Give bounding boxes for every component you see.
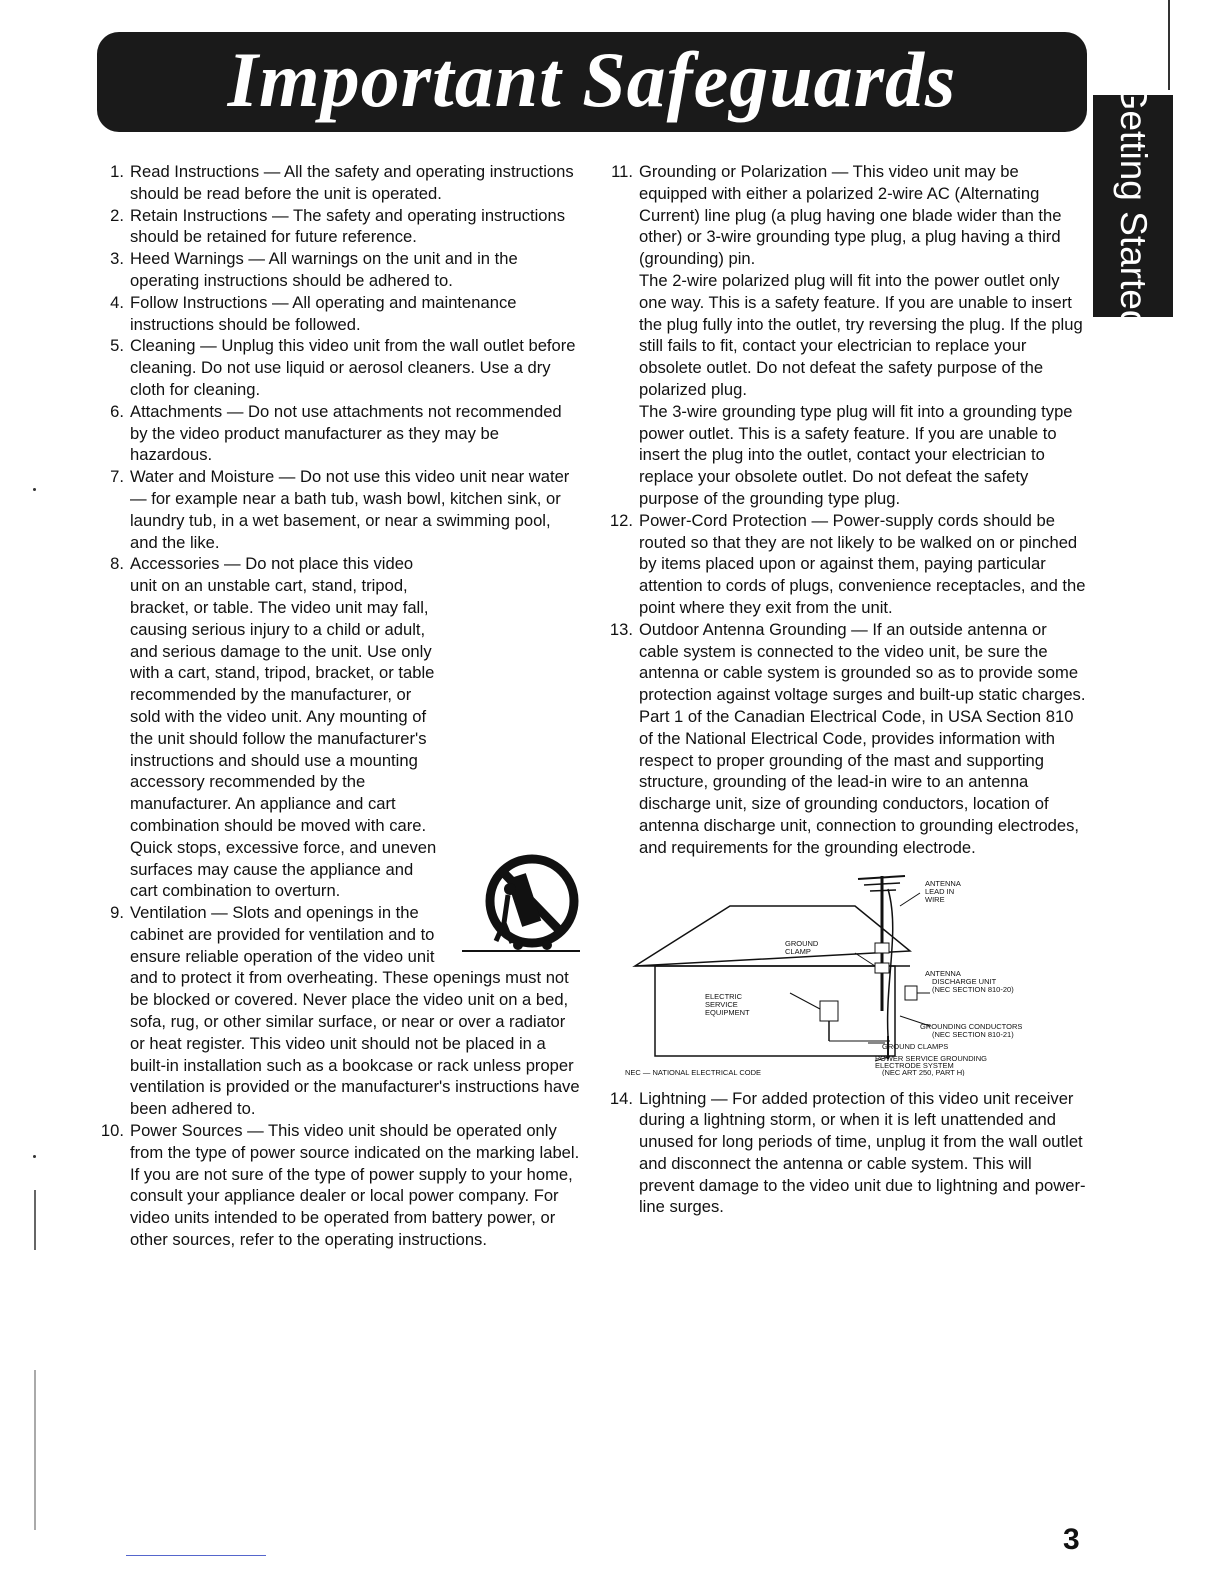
item-text: Accessories — Do not place this video unit on an unstable cart, stand, tripod, bracket, or table. The video unit may fall, causing serious injury to a child or adult, and serious damage to the unit. Use only with a cart, stand, tripod, bracket, or table recommended by the manufacturer, or sold with the video unit. Any mounting of the unit should follow the manufacturer's instructions and should use a mounting accessory recommended by the manufacturer. An appliance and cart combination should be moved with care. Quick stops, excessive force, and uneven surfaces may cause the appliance and cart combination to overturn. [130,554,437,901]
item-text: Water and Moisture — Do not use this video unit near water — for example near a bath tub, wash bowl, kitchen sink, or laundry tub, in a wet basement, or near a swimming pool, and the like. [130,467,570,552]
item-text: Ventilation — Slots and openings in the cabinet are provided for ventilation and to ensure reliable operation of the video unit and to protect it from overheating. These openings must not be blocked or covered. Never place the video unit on a bed, sofa, rug, or other similar surface, or near or over a radiator or heat register. This video unit should not be placed in a built-in installation such as a bookcase or rack unless proper ventilation is provided or the manufacturer's instructions have been adhered to. [130,903,580,1119]
item-text: Grounding or Polarization — This video unit may be equipped with either a polarized 2-wire AC (Alternating Current) line plug (a plug having one blade wider than the other) or 3-wire grounding type plug, a plug having a third (grounding) pin. [639,162,1062,269]
list-item: 11. Grounding or Polarization — This video unit may be equipped with either a polarized 2-wire AC (Alternating Current) line plug (a plug having one blade wider than the other) or 3-wire grounding type plug, a plug having a third (grounding) pin. The 2-wire polarized plug will fit into the power outlet only one way. This is a safety feature. If you are unable to insert the plug fully into the outlet, try reversing the plug. If the plug still fails to fit, contact your electrician to replace your obsolete outlet. Do not defeat the safety purpose of the polarized plug. The 3-wire grounding type plug will fit into a grounding type power outlet. This is a safety feature. If you are unable to insert the plug into the outlet, contact your electrician to replace your obsolete outlet. Do not defeat the safety purpose of the grounding type plug. [605,161,1091,510]
margin-dot [33,1155,36,1158]
page-number: 3 [1063,1523,1080,1556]
left-column [96,161,582,1251]
list-item: 7. Water and Moisture — Do not use this video unit near water — for example near a bath tub, wash bowl, kitchen sink, or laundry tub, in a wet basement, or near a swimming pool, and the like. [96,466,582,553]
list-item: 6. Attachments — Do not use attachments not recommended by the video product manufacturer as they may be hazardous. [96,401,582,466]
item-text: Lightning — For added protection of this video unit receiver during a lightning storm, or when it is left unattended and unused for long periods of time, unplug it from the wall outlet and disconnect the antenna or cable system. This will prevent damage to the video unit due to lightning and power-line surges. [639,1088,1086,1217]
margin-mark [34,1370,36,1530]
list-item: 1. Read Instructions — All the safety and operating instructions should be read before the unit is operated. [96,161,582,205]
right-column [605,161,1091,1218]
margin-mark [34,1190,36,1250]
label-ground-clamp: GROUND CLAMP [785,938,819,956]
item-text: Heed Warnings — All warnings on the unit and in the operating instructions should be adhered to. [130,249,518,290]
item-text: Attachments — Do not use attachments not recommended by the video product manufacturer as they may be hazardous. [130,401,562,465]
list-item: 4. Follow Instructions — All operating and maintenance instructions should be followed. [96,292,582,336]
item-text: The 3-wire grounding type plug will fit into a grounding type power outlet. This is a safety feature. If you are unable to insert the plug into the outlet, contact your electrician to replace your obsolete outlet. Do not defeat the safety purpose of the grounding type plug. [639,401,1073,508]
item-text: Power-Cord Protection — Power-supply cords should be routed so that they are not likely to be walked on or pinched by items placed upon or against them, paying particular attention to cords of plugs, convenience receptacles, and the point where they exit from the unit. [639,510,1086,617]
label-nec-note: NEC — NATIONAL ELECTRICAL CODE [625,1067,761,1076]
label-ground-clamps: GROUND CLAMPS [882,1041,949,1051]
label-power-service: POWER SERVICE GROUNDING ELECTRODE SYSTEM (NEC ART 250, PART H) [875,1053,987,1076]
item-text: Outdoor Antenna Grounding — If an outside antenna or cable system is connected to the video unit, be sure the antenna or cable system is grounded so as to provide some protection against voltage surges and built-up static charges. Part 1 of the Canadian Electrical Code, in USA Section 810 of the National Electrical Code, provides information with respect to proper grounding of the mast and supporting structure, grounding of the lead-in wire to an antenna discharge unit, size of grounding conductors, location of antenna discharge unit, connection to grounding electrodes, and requirements for the grounding electrode. [639,619,1086,857]
section-tab [1093,81,1173,331]
margin-mark [1168,0,1170,90]
label-discharge-unit: ANTENNA DISCHARGE UNIT (NEC SECTION 810-20) [925,968,1014,994]
list-item: 14. Lightning — For added protection of this video unit receiver during a lightning storm, or when it is left unattended and unused for long periods of time, unplug it from the wall outlet and disconnect the antenna or cable system. This will prevent damage to the video unit due to lightning and power-line surges. [605,1088,1091,1219]
margin-dot [33,488,36,491]
list-item: 8. Accessories — Do not place this video unit on an unstable cart, stand, tripod, bracket, or table. The video unit may fall, causing serious injury to a child or adult, and serious damage to the unit. Use only with a cart, stand, tripod, bracket, or table recommended by the manufacturer, or sold with the video unit. Any mounting of the unit should follow the manufacturer's instructions and should use a mounting accessory recommended by the manufacturer. An appliance and cart combination should be moved with care. Quick stops, excessive force, and uneven surfaces may cause the appliance and cart combination to overturn. [96,553,582,902]
list-item: 9. Ventilation — Slots and openings in the cabinet are provided for ventilation and to ensure reliable operation of the video unit and to protect it from overheating. These openings must not be blocked or covered. Never place the video unit on a bed, sofa, rug, or other similar surface, or near or over a radiator or heat register. This video unit should not be placed in a built-in installation such as a bookcase or rack unless proper ventilation is provided or the manufacturer's instructions have been adhered to. [96,902,582,1120]
page-title: Important Safeguards [227,36,957,123]
item-text: Cleaning — Unplug this video unit from the wall outlet before cleaning. Do not use liquid or aerosol cleaners. Use a dry cloth for cleaning. [130,336,576,399]
label-grounding-conductors: GROUNDING CONDUCTORS (NEC SECTION 810-21) [920,1021,1023,1039]
list-item: 10. Power Sources — This video unit should be operated only from the type of power source indicated on the marking label. If you are not sure of the type of power supply to your home, consult your appliance dealer or local power company. For video units intended to be operated from battery power, or other sources, refer to the operating instructions. [96,1120,582,1251]
section-tab-label: Getting Started [1113,81,1154,331]
list-item: 3. Heed Warnings — All warnings on the unit and in the operating instructions should be adhered to. [96,248,582,292]
list-item: 13. Outdoor Antenna Grounding — If an outside antenna or cable system is connected to the video unit, be sure the antenna or cable system is grounded so as to provide some protection against voltage surges and built-up static charges. Part 1 of the Canadian Electrical Code, in USA Section 810 of the National Electrical Code, provides information with respect to proper grounding of the mast and supporting structure, grounding of the lead-in wire to an antenna discharge unit, size of grounding conductors, location of antenna discharge unit, connection to grounding electrodes, and requirements for the grounding electrode. [605,619,1091,859]
list-item: 5. Cleaning — Unplug this video unit from the wall outlet before cleaning. Do not use liquid or aerosol cleaners. Use a dry cloth for cleaning. [96,335,582,400]
item-text: Retain Instructions — The safety and operating instructions should be retained for future reference. [130,205,566,247]
scan-line [126,1555,266,1556]
item-text: Read Instructions — All the safety and operating instructions should be read before the unit is operated. [130,162,574,203]
header-banner [97,32,1087,132]
label-electric-service: ELECTRIC SERVICE EQUIPMENT [705,991,750,1017]
item-text: The 2-wire polarized plug will fit into the power outlet only one way. This is a safety feature. If you are unable to insert the plug fully into the outlet, try reversing the plug. If the plug still fails to fit, contact your electrician to replace your obsolete outlet. Do not defeat the safety purpose of the polarized plug. [639,270,1083,399]
label-antenna-lead: ANTENNA LEAD IN WIRE [925,878,961,904]
list-item: 2. Retain Instructions — The safety and operating instructions should be retained for future reference. [96,205,582,249]
item-text: Follow Instructions — All operating and maintenance instructions should be followed. [130,292,517,334]
list-item: 12. Power-Cord Protection — Power-supply cords should be routed so that they are not likely to be walked on or pinched by items placed upon or against them, paying particular attention to cords of plugs, convenience receptacles, and the point where they exit from the unit. [605,510,1091,619]
item-text: Power Sources — This video unit should be operated only from the type of power source indicated on the marking label. If you are not sure of the type of power supply to your home, consult your appliance dealer or local power company. For video units intended to be operated from battery power, or other sources, refer to the operating instructions. [130,1121,580,1250]
antenna-grounding-diagram [620,871,1090,1076]
